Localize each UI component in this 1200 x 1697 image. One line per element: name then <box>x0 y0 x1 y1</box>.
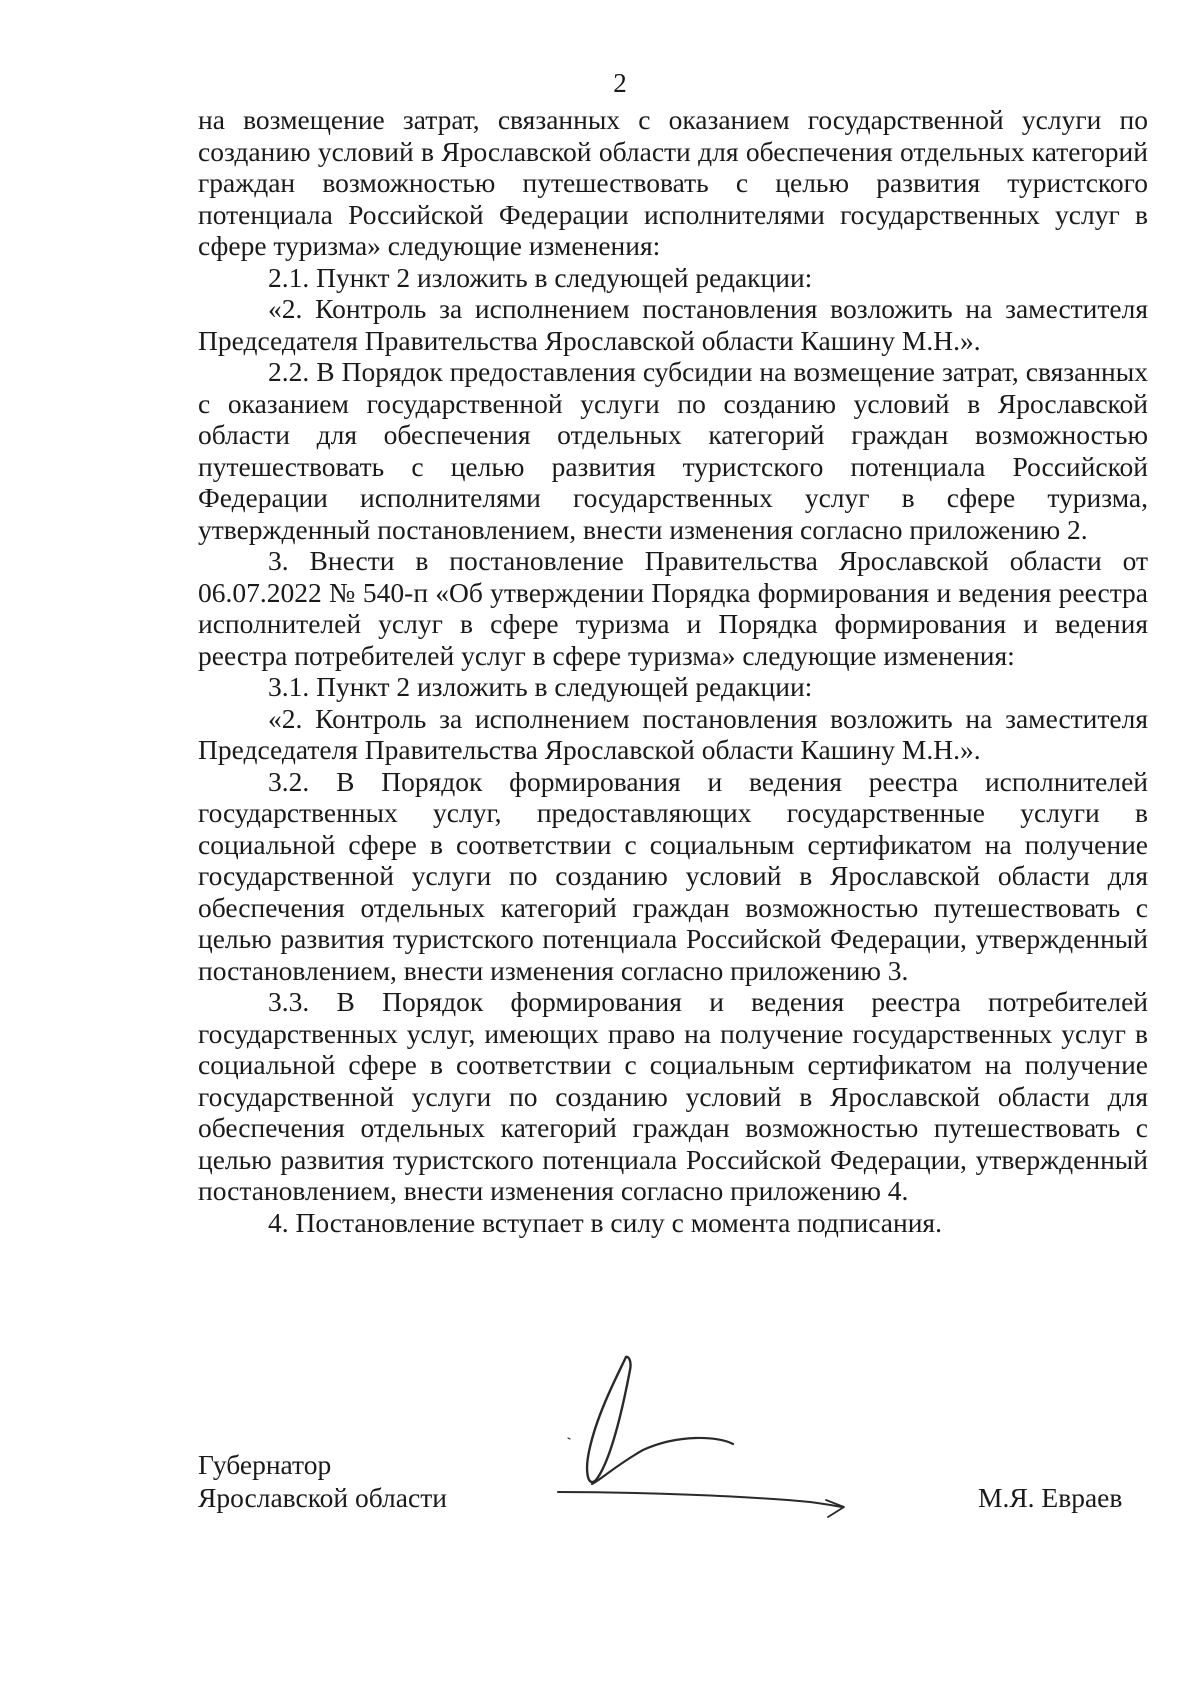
paragraph-3: 3. Внести в постановление Правительства Ярославской области от 06.07.2022 № 540-п «Об утверждении Порядка формирования и ведения реестра исполнителей услуг в сфере туризма и Порядка формирования и ведения реестра потребителей услуг в сфере туризма» следующие изменения: <box>198 545 1148 671</box>
signatory-title <box>198 1448 447 1514</box>
document-body <box>198 104 1148 1238</box>
signatory-name: М.Я. Евраев <box>978 1482 1123 1513</box>
paragraph-2-2: 2.2. В Порядок предоставления субсидии на возмещение затрат, связанных с оказанием государственной услуги по созданию условий в Ярославской области для обеспечения отдельных категорий граждан возможностью путешествовать с целью развития туристского потенциала Российской Федерации исполнителями государственных услуг в сфере туризма, утвержденный постановлением, внести изменения согласно приложению 2. <box>198 356 1148 545</box>
signature-dot <box>568 1438 570 1439</box>
handwritten-signature <box>548 1352 918 1532</box>
paragraph-2-1: 2.1. Пункт 2 изложить в следующей редакции: <box>268 261 813 293</box>
paragraph-3-1: 3.1. Пункт 2 изложить в следующей редакции: <box>268 671 813 702</box>
paragraph-3-1-quote: «2. Контроль за исполнением постановления возложить на заместителя Председателя Правительства Ярославской области Кашину М.Н.». <box>198 702 1148 765</box>
signatory-title-line2: Ярославской области <box>198 1482 447 1513</box>
page-number: 2 <box>613 68 627 98</box>
signature-underline-stroke <box>558 1492 842 1507</box>
paragraph-3-2: 3.2. В Порядок формирования и ведения реестра исполнителей государственных услуг, предоставляющих государственные услуги в социальной сфере в соответствии с социальным сертификатом на получение государственной услуги по созданию условий в Ярославской области для обеспечения отдельных категорий граждан возможностью путешествовать с целью развития туристского потенциала Российской Федерации, утвержденный постановлением, внести изменения согласно приложению 3. <box>198 765 1148 986</box>
signature-arrow-stroke <box>826 1500 844 1517</box>
paragraph-4: 4. Постановление вступает в силу с момента подписания. <box>268 1206 942 1238</box>
paragraph-3-3: 3.3. В Порядок формирования и ведения реестра потребителей государственных услуг, имеющих право на получение государственных услуг в социальной сфере в соответствии с социальным сертификатом на получение государственной услуги по созданию условий в Ярославской области для обеспечения отдельных категорий граждан возможностью путешествовать с целью развития туристского потенциала Российской Федерации, утвержденный постановлением, внести изменения согласно приложению 4. <box>198 986 1148 1206</box>
paragraph-continuation: на возмещение затрат, связанных с оказанием государственной услуги по созданию условий в Ярославской области для обеспечения отдельных категорий граждан возможностью путешествовать с целью развития туристского потенциала Российской Федерации исполнителями государственных услуг в сфере туризма» следующие изменения: <box>198 104 1148 261</box>
signature-loop-stroke <box>587 1357 630 1482</box>
signatory-title-line1: Губернатор <box>198 1449 332 1480</box>
paragraph-2-1-quote: «2. Контроль за исполнением постановления возложить на заместителя Председателя Правительства Ярославской области Кашину М.Н.». <box>198 293 1148 356</box>
